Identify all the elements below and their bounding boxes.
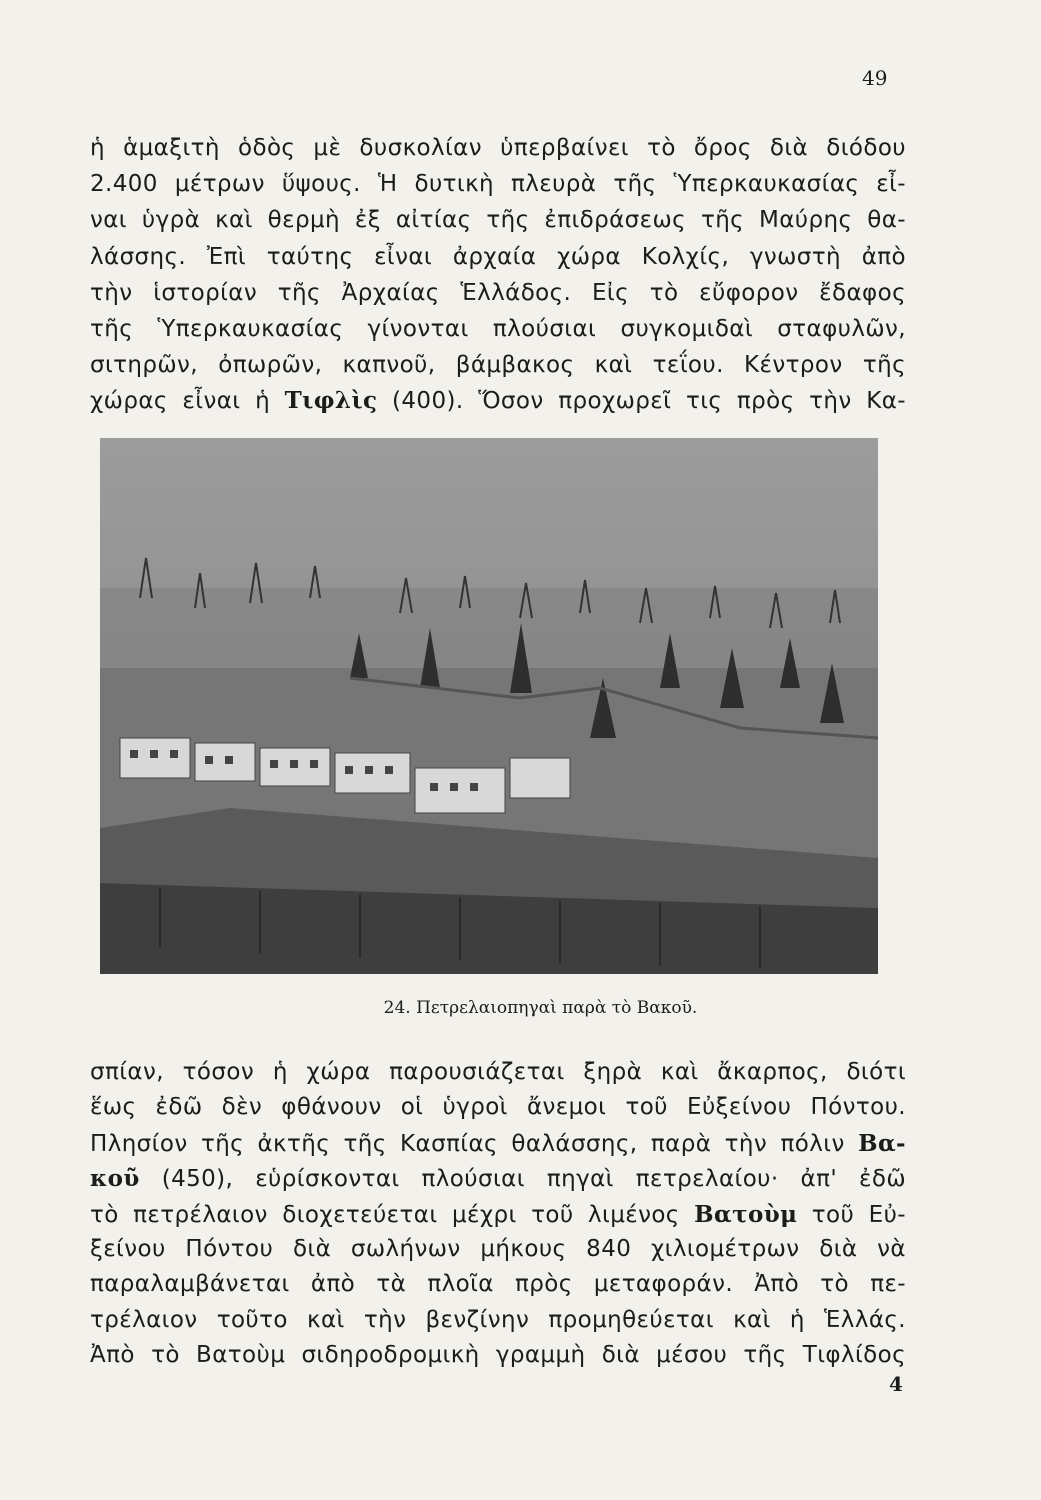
paragraph-top — [90, 130, 906, 420]
text-line: ξείνου Πόντου διὰ σωλήνων μήκους 840 χιλιομέτρων διὰ νὰ — [90, 1235, 906, 1262]
text-line: ναι ὑγρὰ καὶ θερμὴ ἐξ αἰτίας τῆς ἐπιδράσεως τῆς Μαύρης θα- — [90, 207, 906, 234]
page-number: 49 — [862, 66, 888, 90]
text-line — [90, 1197, 906, 1232]
text-line — [90, 1126, 906, 1161]
city-name-batumi: Βατοὺμ — [694, 1200, 798, 1228]
city-name-baku: Βα- — [858, 1129, 906, 1157]
paragraph-bottom — [90, 1055, 906, 1374]
text-line: τρέλαιον τοῦτο καὶ τὴν βενζίνην προμηθεύεται καὶ ἡ Ἑλλάς. — [90, 1306, 906, 1333]
text-line: Ἀπὸ τὸ Βατοὺμ σιδηροδρομικὴ γραμμὴ διὰ μέσου τῆς Τιφλίδος — [90, 1342, 906, 1369]
text-line: σπίαν, τόσον ἡ χώρα παρουσιάζεται ξηρὰ καὶ ἄκαρπος, διότι — [90, 1059, 906, 1085]
text-run: Πλησίον τῆς ἀκτῆς τῆς Κασπίας θαλάσσης, παρὰ τὴν πόλιν — [90, 1130, 859, 1157]
text-run: (450), εὑρίσκονται πλούσιαι πηγαὶ πετρελαίου· ἀπ' ἐδῶ — [139, 1166, 906, 1193]
text-run: χώρας εἶναι ἡ — [90, 388, 285, 415]
signature-mark: 4 — [889, 1372, 903, 1396]
city-name-tiflis: Τιφλὶς — [284, 387, 378, 415]
text-run: τὸ πετρέλαιον διοχετεύεται μέχρι τοῦ λιμένος — [90, 1201, 695, 1228]
text-line: λάσσης. Ἐπὶ ταύτης εἶναι ἀρχαία χώρα Κολχίς, γνωστὴ ἀπὸ — [90, 243, 906, 270]
text-line: 2.400 μέτρων ὕψους. Ἡ δυτικὴ πλευρὰ τῆς Ὑπερκαυκασίας εἶ- — [90, 171, 906, 198]
text-line: παραλαμβάνεται ἀπὸ τὰ πλοῖα πρὸς μεταφοράν. Ἀπὸ τὸ πε- — [90, 1271, 906, 1298]
text-line: ἡ ἁμαξιτὴ ὁδὸς μὲ δυσκολίαν ὑπερβαίνει τὸ ὄρος διὰ διόδου — [90, 135, 906, 161]
text-run: τοῦ Εὐ- — [797, 1201, 906, 1228]
text-run: (400). Ὅσον προχωρεῖ τις πρὸς τὴν Κα- — [377, 388, 906, 415]
text-line: τῆς Ὑπερκαυκασίας γίνονται πλούσιαι συγκομιδαὶ σταφυλῶν, — [90, 315, 906, 342]
text-line — [90, 1161, 906, 1196]
text-line: τὴν ἱστορίαν τῆς Ἀρχαίας Ἑλλάδος. Εἰς τὸ εὔφορον ἔδαφος — [90, 279, 906, 306]
oil-wells-photograph — [100, 438, 878, 974]
text-line: ἕως ἐδῶ δὲν φθάνουν οἱ ὑγροὶ ἄνεμοι τοῦ Εὐξείνου Πόντου. — [90, 1094, 906, 1121]
text-line — [90, 383, 906, 419]
text-line: σιτηρῶν, ὀπωρῶν, καπνοῦ, βάμβακος καὶ τεΐου. Κέντρον τῆς — [90, 352, 906, 379]
city-name-baku: κοῦ — [90, 1165, 140, 1193]
figure-caption: 24. Πετρελαιοπηγαὶ παρὰ τὸ Βακοῦ. — [383, 998, 698, 1018]
